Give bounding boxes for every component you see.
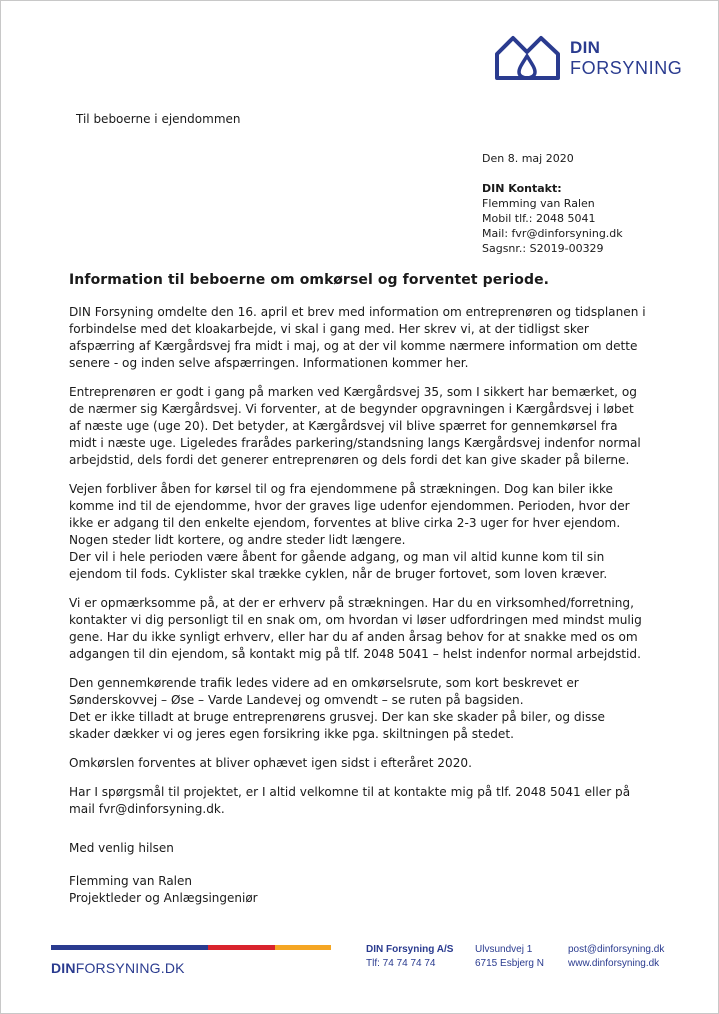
footer-company-name: DIN Forsyning A/S bbox=[366, 944, 454, 955]
contact-mail: Mail: fvr@dinforsyning.dk bbox=[482, 227, 623, 240]
paragraph-line: adgangen til din ejendom, så kontakt mig på tlf. 2048 5041 – helst indenfor normal arbejdstid. bbox=[69, 647, 641, 661]
footer-contact bbox=[568, 943, 664, 971]
paragraph-line: ikke er adgang til den enkelte ejendom, forventes at blive cirka 2-3 uger for hver ejendom. bbox=[69, 516, 621, 530]
contact-phone: Mobil tlf.: 2048 5041 bbox=[482, 212, 596, 225]
paragraph-line: ejendom til fods. Cyklister skal trække cyklen, når de bruger fortovet, som loven kræver. bbox=[69, 567, 608, 581]
paragraph bbox=[69, 595, 689, 663]
letter-meta bbox=[482, 151, 623, 256]
footer-web[interactable]: www.dinforsyning.dk bbox=[568, 958, 660, 969]
paragraph bbox=[69, 304, 689, 372]
footer-logo-rest: FORSYNING.DK bbox=[75, 960, 185, 976]
contact-name: Flemming van Ralen bbox=[482, 197, 595, 210]
paragraph-line: kontakter vi dig personligt til en snak om, om hvordan vi løser udfordringen med mindst mulig bbox=[69, 613, 642, 627]
paragraph-line: Sønderskovvej – Øse – Varde Landevej og omvendt – se ruten på bagsiden. bbox=[69, 693, 524, 707]
paragraph-line: Der vil i hele perioden være åbent for gående adgang, og man vil altid kunne kom til sin bbox=[69, 550, 605, 564]
paragraph-line: forbindelse med det kloakarbejde, vi skal i gang med. Her skrev vi, at der tidligst sker bbox=[69, 322, 589, 336]
footer-logo bbox=[51, 960, 185, 976]
paragraph bbox=[69, 755, 689, 772]
paragraph-line: senere - og inden selve afspærringen. Informationen kommer her. bbox=[69, 356, 469, 370]
paragraph-line: Har I spørgsmål til projektet, er I altid velkomne til at kontakte mig på tlf. 2048 5041 eller på bbox=[69, 785, 631, 799]
paragraph-line: Nogen steder lidt kortere, og andre steder lidt længere. bbox=[69, 533, 406, 547]
signature-name: Flemming van Ralen bbox=[69, 874, 192, 888]
paragraph-line: de nærmer sig Kærgårdsvej. Vi forventer, at de begynder opgravningen i Kærgårdsvej i løbet bbox=[69, 402, 634, 416]
paragraph bbox=[69, 784, 689, 818]
paragraph-line: Den gennemkørende trafik ledes videre ad en omkørselsrute, som kort beskrevet er bbox=[69, 676, 579, 690]
paragraph-line: Entreprenøren er godt i gang på marken ved Kærgårdsvej 35, som I sikkert har bemærket, og bbox=[69, 385, 637, 399]
paragraph-line: skader dækker vi og jeres egen forsikring ikke pga. skiltningen på stedet. bbox=[69, 727, 514, 741]
footer-phone: Tlf: 74 74 74 74 bbox=[366, 958, 436, 969]
paragraph-line: Omkørslen forventes at bliver ophævet igen sidst i efteråret 2020. bbox=[69, 756, 472, 770]
paragraph bbox=[69, 675, 689, 743]
closing-greeting: Med venlig hilsen bbox=[69, 841, 174, 855]
footer-address bbox=[475, 943, 544, 971]
paragraph-line: komme ind til de ejendomme, hvor der graves lige udenfor ejendommen. Perioden, hvor der bbox=[69, 499, 630, 513]
paragraph-line: afspærring af Kærgårdsvej fra midt i maj, og at der vil komme nærmere information om dette bbox=[69, 339, 638, 353]
contact-label: DIN Kontakt: bbox=[482, 182, 562, 195]
brand-logo bbox=[494, 34, 694, 84]
paragraph-line: midt i næste uge. Ligeledes frarådes parkering/standsning langs Kærgårdsvej indenfor normal bbox=[69, 436, 641, 450]
footer-city: 6715 Esbjerg N bbox=[475, 958, 544, 969]
paragraph-line: Vejen forbliver åben for kørsel til og fra ejendommene på strækningen. Dog kan biler ikke bbox=[69, 482, 613, 496]
letter-date: Den 8. maj 2020 bbox=[482, 152, 574, 165]
footer-color-bar bbox=[51, 945, 331, 950]
brand-name-line1: DIN bbox=[570, 38, 601, 57]
case-number: Sagsnr.: S2019-00329 bbox=[482, 242, 604, 255]
letter-body bbox=[69, 304, 689, 830]
signature-block bbox=[69, 873, 258, 907]
footer-street: Ulvsundvej 1 bbox=[475, 944, 533, 955]
paragraph bbox=[69, 481, 689, 583]
paragraph-line: Det er ikke tilladt at bruge entreprenørens grusvej. Der kan ske skader på biler, og disse bbox=[69, 710, 605, 724]
recipient-line: Til beboerne i ejendommen bbox=[76, 112, 241, 126]
paragraph-line: mail fvr@dinforsyning.dk. bbox=[69, 802, 225, 816]
paragraph-line: arbejdstid, dels fordi det generer entreprenøren og dels fordi det kan give skader på bilerne. bbox=[69, 453, 630, 467]
footer-company bbox=[366, 943, 453, 971]
footer-email[interactable]: post@dinforsyning.dk bbox=[568, 944, 665, 955]
paragraph bbox=[69, 384, 689, 469]
letter-title: Information til beboerne om omkørsel og forventet periode. bbox=[69, 272, 550, 288]
signature-role: Projektleder og Anlægsingeniør bbox=[69, 891, 258, 905]
paragraph-line: DIN Forsyning omdelte den 16. april et brev med information om entreprenøren og tidsplanen i bbox=[69, 305, 646, 319]
paragraph-line: Vi er opmærksomme på, at der er erhverv på strækningen. Har du en virksomhed/forretning, bbox=[69, 596, 634, 610]
paragraph-line: af næste uge (uge 20). Det betyder, at Kærgårdsvej vil blive spærret for gennemkørsel fra bbox=[69, 419, 618, 433]
footer-logo-strong: DIN bbox=[51, 960, 76, 976]
brand-name-line2: FORSYNING bbox=[570, 58, 683, 78]
paragraph-line: gene. Har du ikke synligt erhverv, eller har du af anden årsag behov for at snakke med os om bbox=[69, 630, 638, 644]
house-logo-icon bbox=[494, 34, 562, 80]
